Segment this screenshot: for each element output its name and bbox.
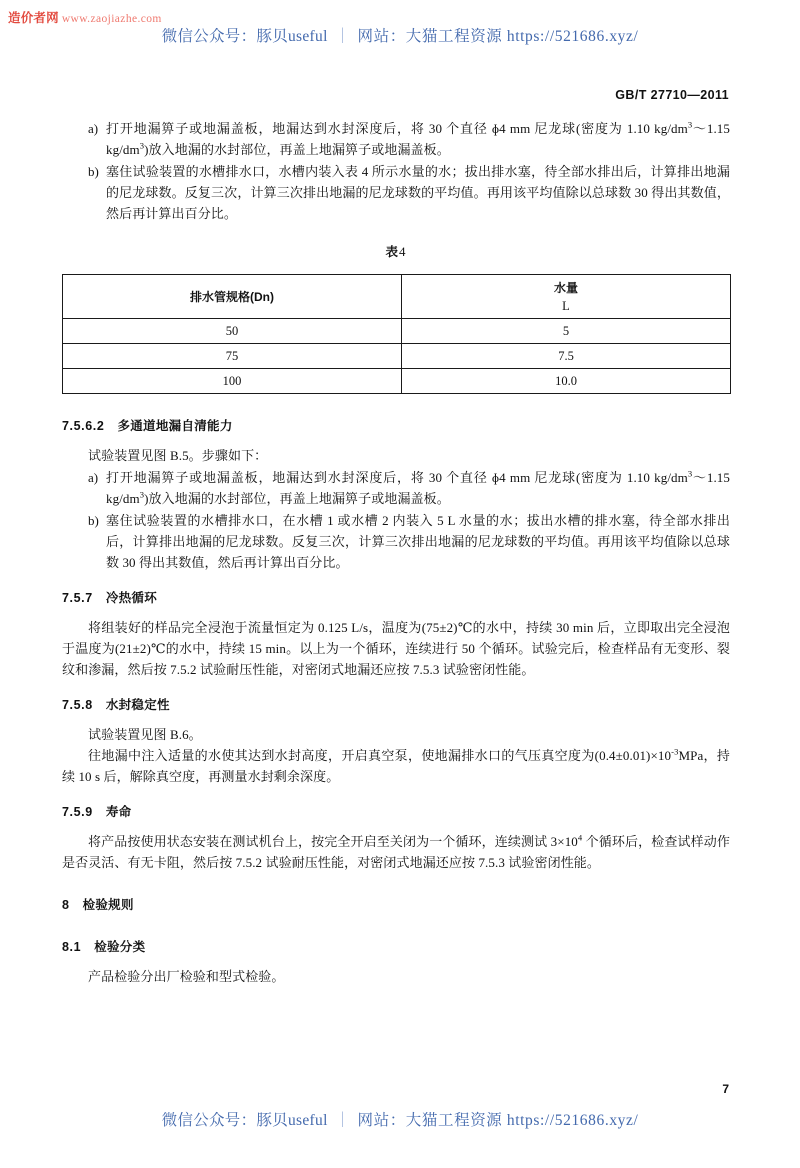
heading-number: 7.5.6.2: [62, 419, 105, 433]
bottom-watermark-wechat: 微信公众号：豚贝useful: [161, 1112, 328, 1129]
table-cell-spec: 75: [63, 344, 402, 369]
table-header-water-volume-unit: L: [562, 298, 570, 313]
list-item: [62, 467, 730, 509]
heading-7-5-9: [62, 802, 730, 820]
corner-watermark-site: 造价者网: [8, 11, 59, 25]
heading-title: 冷热循环: [105, 591, 158, 605]
list-item: [62, 510, 730, 573]
heading-number: 8.1: [62, 940, 82, 954]
superscript: -3: [671, 746, 679, 757]
list-marker: b): [88, 513, 99, 528]
paragraph-7-5-9: 将产品按使用状态安装在测试机台上，按完全开启至关闭为一个循环，连续测试 $3\times 10^4$ 个循环后，检查试样动作是否灵活、有无卡阻，然后按 7.5.2 试验耐压性能，对密闭式地漏还应按 7.5.3 试验密闭性能。: [62, 832, 730, 870]
table-caption: 表4: [385, 244, 407, 259]
list-marker: b): [88, 164, 99, 179]
paragraph-8-1: 产品检验分出厂检验和型式检验。: [88, 969, 285, 984]
heading-8: [62, 895, 730, 913]
paragraph-7-5-8-method: 往地漏中注入适量的水使其达到水封高度，开启真空泵，使地漏排水口的气压真空度为$(0.4\pm 0.01)\times 10^{-3}MPa$，持续 10 s 后，解除真空度，再测量水封剩余深度。: [62, 746, 730, 784]
table-cell-spec: 100: [63, 369, 402, 394]
superscript: 3: [687, 468, 693, 479]
superscript: 3: [139, 489, 145, 500]
heading-number: 7.5.8: [62, 698, 93, 712]
table-row: [63, 319, 731, 344]
table-cell-volume: 7.5: [402, 344, 731, 369]
table-header-pipe-spec: 排水管规格(Dn): [63, 275, 402, 319]
heading-number: 7.5.7: [62, 591, 93, 605]
top-watermark-separator: ｜: [334, 28, 351, 45]
heading-7-5-6-2: [62, 416, 730, 434]
table-cell-volume: 5: [402, 319, 731, 344]
bottom-watermark-website: 网站：大猫工程资源 https://521686.xyz/: [357, 1112, 639, 1129]
list-item-text: 打开地漏箅子或地漏盖板，地漏达到水封深度后，将 30 个直径 ɸ4 mm 尼龙球(密度为 1.10 $kg/dm^3\sim 1.15$ $kg/dm^3$)放入地漏的水封部位，再盖上地漏箅子或地漏盖板。: [106, 119, 731, 157]
heading-title: 多通道地漏自清能力: [117, 419, 233, 433]
heading-7-5-8: [62, 695, 730, 713]
table-header-water-volume: [402, 275, 731, 319]
list-item-text: 塞住试验装置的水槽排水口，在水槽 1 或水槽 2 内装入 5 L 水量的水；拔出水槽的排水塞，待全部水排出后，计算排出地漏的尼龙球数。反复三次，计算三次排出地漏的尼龙球数的平均值。再用该平均值除以总球数 30 得出其数值，然后再计算出百分比。: [106, 513, 730, 570]
table-row: [63, 369, 731, 394]
heading-number: 8: [62, 898, 70, 912]
table-water-volume: [62, 274, 731, 394]
superscript: 3: [139, 140, 145, 151]
table-cell-spec: 50: [63, 319, 402, 344]
list-item: [62, 161, 730, 224]
heading-title: 检验分类: [94, 940, 146, 954]
table-cell-volume: 10.0: [402, 369, 731, 394]
corner-watermark-url: www.zaojiazhe.com: [61, 13, 162, 25]
list-item-text: 打开地漏箅子或地漏盖板，地漏达到水封深度后，将 30 个直径 ɸ4 mm 尼龙球(密度为 1.10 $kg/dm^3\sim 1.15$ $kg/dm^3$)放入地漏的水封部位，再盖上地漏箅子或地漏盖板。: [106, 468, 731, 506]
list-item-text: 塞住试验装置的水槽排水口，水槽内装入表 4 所示水量的水；拔出排水塞，待全部水排出后，计算排出地漏的尼龙球数。反复三次，计算三次排出地漏的尼龙球数的平均值。再用该平均值除以总球数 30 得出其数值，然后再计算出百分比。: [106, 164, 730, 221]
heading-title: 寿命: [105, 805, 132, 819]
heading-number: 7.5.9: [62, 805, 93, 819]
heading-7-5-7: [62, 588, 730, 606]
table-row: [63, 344, 731, 369]
bottom-watermark-separator: ｜: [334, 1112, 351, 1129]
top-watermark-wechat: 微信公众号：豚贝useful: [161, 28, 328, 45]
superscript: 3: [687, 119, 693, 130]
table-header-row: [63, 275, 731, 319]
list-marker: a): [88, 470, 99, 485]
list-item: [62, 118, 730, 160]
superscript: 4: [577, 832, 583, 843]
top-banner-watermark: [0, 24, 800, 46]
heading-title: 检验规则: [82, 898, 134, 912]
table-header-water-volume-title: 水量: [553, 280, 578, 295]
document-body: [62, 118, 730, 987]
table-caption-number: 4: [399, 244, 407, 259]
top-watermark-website: 网站：大猫工程资源 https://521686.xyz/: [357, 28, 639, 45]
paragraph-7-5-6-2-intro: 试验装置见图 B.5。步骤如下：: [88, 448, 268, 463]
list-marker: a): [88, 121, 99, 136]
paragraph-7-5-7: 将组装好的样品完全浸泡于流量恒定为 0.125 L/s，温度为(75±2)℃的水中，持续 30 min 后，立即取出完全浸泡于温度为(21±2)℃的水中，持续 15 min。以上为一个循环，连续进行 50 个循环。试验完后，检查样品有无变形、裂纹和渗漏，然后按 7.5.2 试验耐压性能，对密闭式地漏还应按 7.5.3 试验密闭性能。: [62, 620, 730, 677]
bottom-banner-watermark: [0, 1108, 800, 1130]
heading-title: 水封稳定性: [105, 698, 170, 712]
standard-code-header: GB/T 27710—2011: [615, 88, 729, 102]
paragraph-7-5-8-device: 试验装置见图 B.6。: [88, 727, 202, 742]
page-number: 7: [722, 1082, 729, 1096]
heading-8-1: [62, 937, 730, 955]
